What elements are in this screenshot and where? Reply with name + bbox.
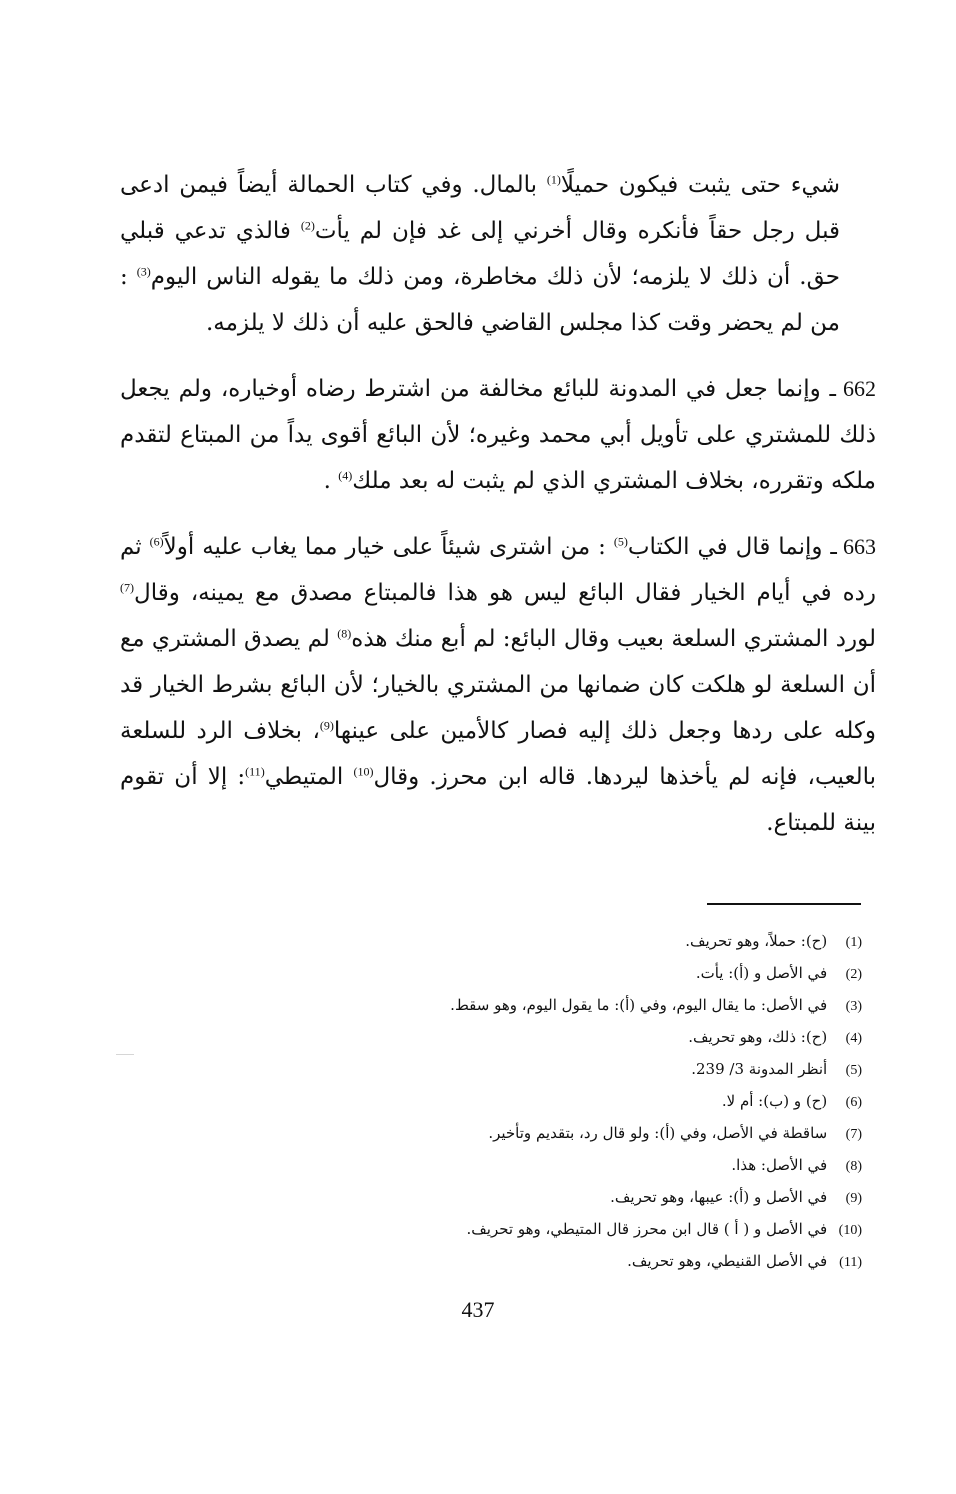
footnote-number: (10) [838, 1223, 862, 1238]
footnote-number: (1) [845, 935, 862, 950]
footnote-ref-6: (6) [149, 534, 164, 549]
text-segment: شيء حتى يثبت فيكون حميلًا [560, 172, 840, 198]
footnote-number: (2) [845, 967, 862, 982]
text-segment: فالذي تدعي قبلي حق. أن ذلك لا يلزمه؛ لأن ذلك مخاطرة، ومن ذلك ما يقوله الناس اليوم [120, 218, 841, 290]
footnote-number: (5) [845, 1063, 862, 1078]
footnotes-list [200, 926, 862, 1278]
footnote-ref-2: (2) [300, 218, 315, 233]
footnote-ref-8: (8) [337, 626, 352, 641]
footnote-5 [200, 1054, 862, 1086]
paragraph-663 [120, 524, 876, 846]
footnote-2 [200, 958, 862, 990]
footnote-number: (3) [845, 999, 862, 1014]
text-segment: لورد المشتري السلعة بعيب وقال البائع: لم أبع منك هذه [351, 626, 876, 652]
footnote-ref-7: (7) [120, 580, 134, 595]
text-segment: المتيطي [264, 764, 354, 790]
footnote-text: ساقطة في الأصل، وفي (أ): ولو قال رد، بتقديم وتأخير. [488, 1124, 828, 1142]
footnote-ref-3: (3) [136, 264, 151, 279]
footnote-separator [707, 903, 861, 905]
footnote-text: في الأصل: هذا. [731, 1156, 828, 1174]
footnote-text: في الأصل و ( أ ) قال ابن محرز قال المتيطي، وهو تحريف. [466, 1220, 828, 1238]
footnote-number: (8) [845, 1159, 862, 1174]
footnote-number: (7) [845, 1127, 862, 1142]
footnote-text: (ح) و (ب): أم لا. [721, 1092, 828, 1110]
footnote-text: (ح): حملاً، وهو تحريف. [685, 932, 828, 950]
footnote-ref-5: (5) [613, 534, 628, 549]
footnote-ref-11: (11) [245, 764, 265, 779]
text-segment: . [323, 468, 339, 494]
footnote-9 [200, 1182, 862, 1214]
footnote-1 [200, 926, 862, 958]
footnote-text: في الأصل و (أ): يأت. [695, 964, 828, 982]
footnote-text: في الأصل: ما يقال اليوم، وفي (أ): ما يقول اليوم، وهو سقط. [450, 996, 828, 1014]
footnote-11 [200, 1246, 862, 1278]
footnote-7 [200, 1118, 862, 1150]
footnote-ref-9: (9) [319, 718, 334, 733]
footnote-6 [200, 1086, 862, 1118]
footnote-number: (11) [839, 1255, 862, 1270]
text-segment: وإنما جعل في المدونة للبائع مخالفة من اشترط رضاه أوخياره، ولم يجعل ذلك للمشتري على تأويل أبي محمد وغيره؛ لأن البائع أقوى يداً من المبتاع لتقدم ملكه وتقرره، بخلاف المشتري الذي لم يثبت له بعد ملك [120, 376, 876, 494]
text-segment: : إلا أن تقوم بينة للمبتاع. [120, 764, 876, 836]
text-segment: ثم رده في أيام الخيار فقال البائع ليس هو هذا فالمبتاع مصدق مع يمينه، وقال [120, 534, 876, 606]
text-segment: لم يصدق المشتري مع أن السلعة لو هلكت كان ضمانها من المشتري بالخيار؛ لأن البائع بشرط الخيار قد وكله على ردها وجعل ذلك إليه فصار كالأمين على عينها [120, 626, 876, 744]
footnote-4 [200, 1022, 862, 1054]
footnote-number: (6) [845, 1095, 862, 1110]
footnote-number: (9) [845, 1191, 862, 1206]
page-number: 437 [461, 1297, 495, 1322]
scan-mark [116, 1054, 134, 1055]
paragraph-number: 662 ـ [829, 376, 876, 401]
footnote-text: في الأصل و (أ): عيبها، وهو تحريف. [610, 1188, 828, 1206]
text-segment: بالمال. وفي كتاب الحمالة أيضاً فيمن ادعى قبل رجل حقاً فأنكره وقال أخرني إلى غد فإن لم يأت [120, 172, 841, 244]
footnote-3 [200, 990, 862, 1022]
text-segment: وإنما قال في الكتاب [627, 534, 831, 560]
footnote-10 [200, 1214, 862, 1246]
footnote-ref-1: (1) [546, 172, 561, 187]
paragraph-662 [120, 366, 876, 504]
footnote-text: (ح): ذلك، وهو تحريف. [688, 1028, 828, 1046]
main-text [120, 162, 876, 866]
footnote-ref-4: (4) [338, 468, 353, 483]
text-segment: : من لم يحضر وقت كذا مجلس القاضي فالحق عليه أن ذلك لا يلزمه. [120, 264, 840, 336]
paragraph-continued [120, 162, 840, 346]
paragraph-number: 663 ـ [830, 534, 876, 559]
text-segment: ، بخلاف الرد للسلعة بالعيب، فإنه لم يأخذها ليردها. قاله ابن محرز. وقال [120, 718, 876, 790]
footnote-text: أنظر المدونة 3/ 239. [691, 1060, 828, 1078]
footnote-text: في الأصل القنيطي، وهو تحريف. [627, 1252, 828, 1270]
footnote-8 [200, 1150, 862, 1182]
footnote-ref-10: (10) [353, 764, 374, 779]
footnote-number: (4) [845, 1031, 862, 1046]
text-segment: : من اشترى شيئاً على خيار مما يغاب عليه أولاً [163, 534, 614, 560]
